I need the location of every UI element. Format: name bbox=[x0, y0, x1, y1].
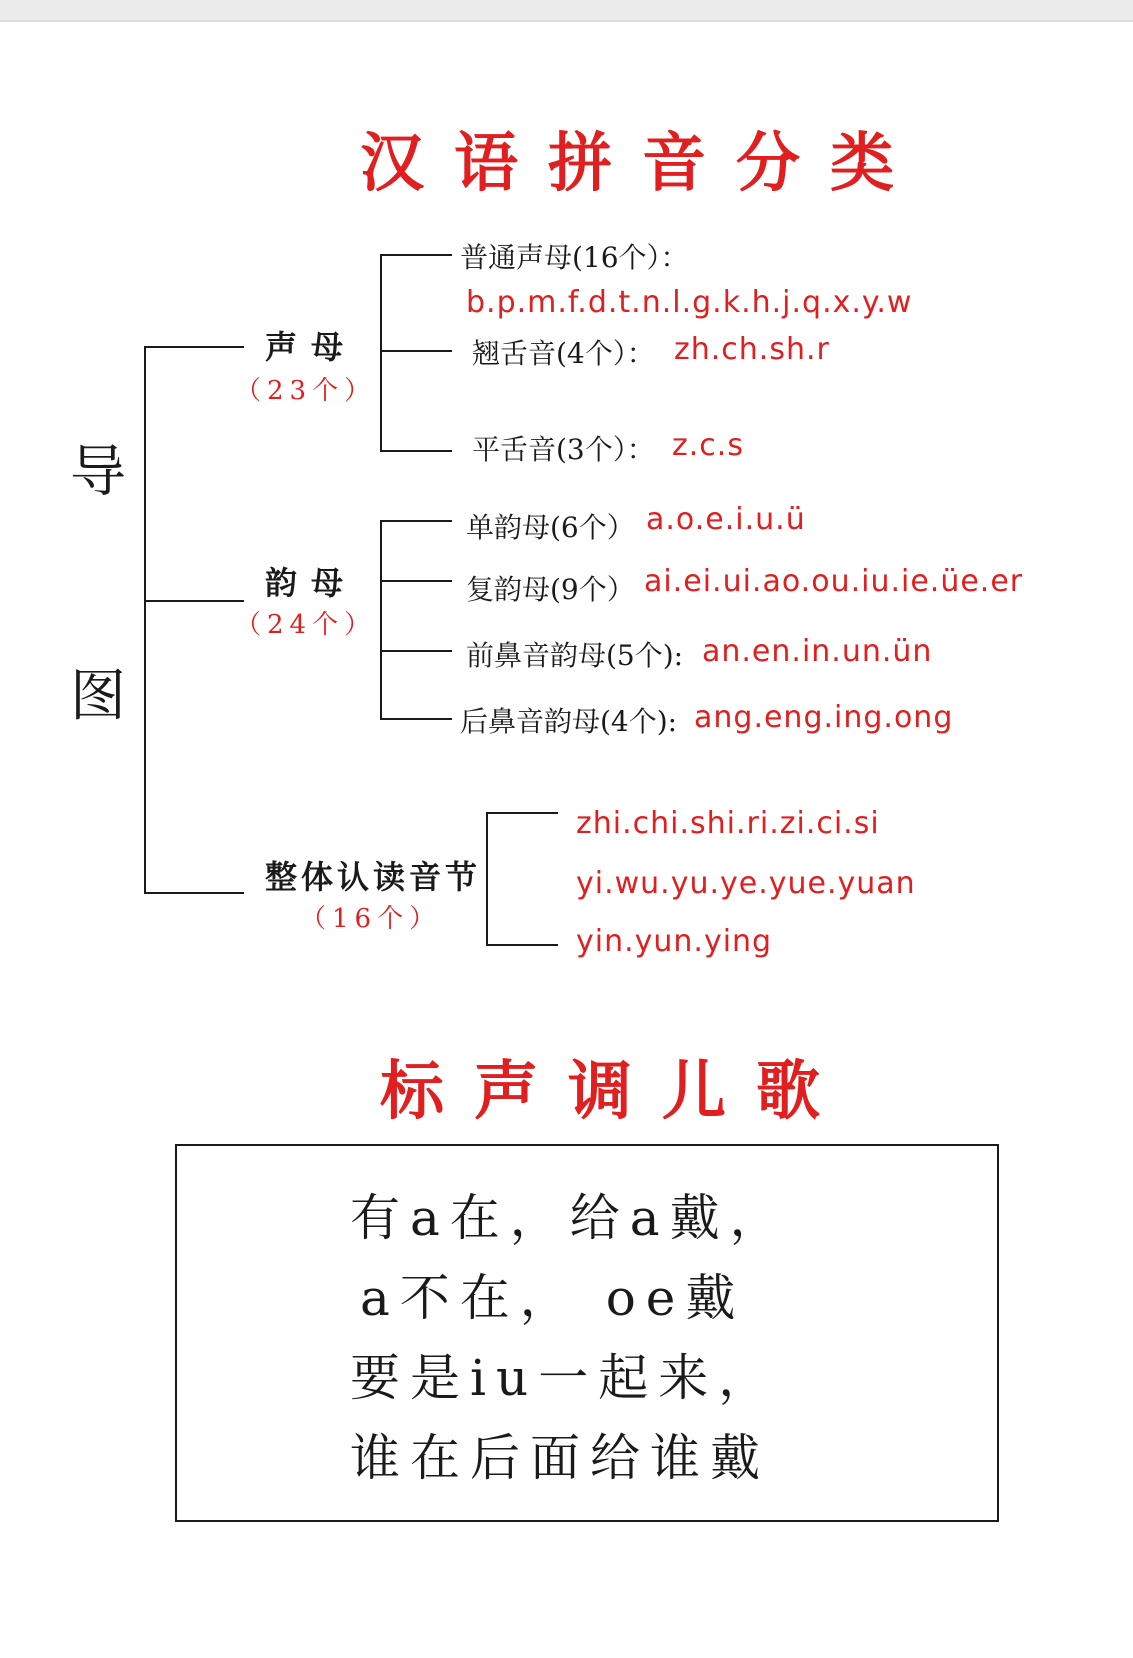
shengmu-label: 声母 bbox=[265, 328, 358, 366]
poem-line-1: 有a在，给a戴， bbox=[350, 1189, 790, 1247]
yunmu-group-3-label: 前鼻音韵母(5个): bbox=[466, 639, 684, 672]
shengmu-bracket-top bbox=[380, 254, 452, 256]
main-bracket-vertical bbox=[144, 346, 146, 894]
poem-line-4: 谁在后面给谁戴 bbox=[350, 1429, 770, 1487]
main-bracket-top bbox=[144, 346, 244, 348]
yunmu-group-3-items: an.en.in.un.ün bbox=[702, 634, 933, 669]
shengmu-bracket-bottom bbox=[380, 450, 452, 452]
yunmu-bracket-line-4 bbox=[380, 718, 452, 720]
zhengti-items-2: yi.wu.yu.ye.yue.yuan bbox=[576, 866, 916, 901]
shengmu-group-1-label: 普通声母(16个）： bbox=[460, 241, 689, 274]
yunmu-bracket-vertical bbox=[380, 520, 382, 720]
shengmu-group-1-items: b.p.m.f.d.t.n.l.g.k.h.j.q.x.y.w bbox=[466, 285, 913, 320]
main-bracket-bottom bbox=[144, 892, 244, 894]
zhengti-bracket-top bbox=[486, 812, 558, 814]
song-title: 标声调儿歌 bbox=[380, 1055, 850, 1129]
zhengti-bracket-bottom bbox=[486, 944, 558, 946]
yunmu-label: 韵母 bbox=[265, 564, 358, 602]
yunmu-group-4-label: 后鼻音韵母(4个): bbox=[460, 705, 678, 738]
top-bar bbox=[0, 0, 1133, 22]
yunmu-bracket-line-2 bbox=[380, 580, 452, 582]
zhengti-items-1: zhi.chi.shi.ri.zi.ci.si bbox=[576, 806, 880, 841]
yunmu-group-2-label: 复韵母(9个） bbox=[466, 573, 635, 606]
yunmu-bracket-line-3 bbox=[380, 650, 452, 652]
shengmu-count: （23个） bbox=[235, 376, 377, 406]
yunmu-bracket-line-1 bbox=[380, 520, 452, 522]
main-bracket-middle bbox=[144, 600, 244, 602]
zhengti-items-3: yin.yun.ying bbox=[576, 924, 773, 959]
shengmu-bracket-middle bbox=[380, 350, 452, 352]
yunmu-group-1-items: a.o.e.i.u.ü bbox=[646, 502, 806, 537]
shengmu-bracket-vertical bbox=[380, 254, 382, 452]
shengmu-group-2-label: 翘舌音(4个）： bbox=[472, 337, 655, 370]
zhengti-count: （16个） bbox=[300, 904, 442, 934]
yunmu-group-2-items: ai.ei.ui.ao.ou.iu.ie.üe.er bbox=[644, 564, 1024, 599]
shengmu-group-3-label: 平舌音(3个）： bbox=[472, 433, 655, 466]
shengmu-group-2-items: zh.ch.sh.r bbox=[674, 332, 830, 367]
zhengti-bracket-vertical bbox=[486, 812, 488, 946]
page-title: 汉语拼音分类 bbox=[360, 127, 924, 201]
yunmu-count: （24个） bbox=[235, 610, 377, 640]
shengmu-group-3-items: z.c.s bbox=[672, 428, 744, 463]
poem-line-2: a不在， oe戴 bbox=[360, 1269, 746, 1327]
yunmu-group-1-label: 单韵母(6个） bbox=[466, 511, 635, 544]
poem-line-3: 要是iu一起来， bbox=[350, 1349, 779, 1407]
root-label-2: 图 bbox=[70, 664, 126, 729]
zhengti-label: 整体认读音节 bbox=[265, 858, 482, 896]
root-label-1: 导 bbox=[70, 440, 126, 505]
yunmu-group-4-items: ang.eng.ing.ong bbox=[694, 700, 954, 735]
